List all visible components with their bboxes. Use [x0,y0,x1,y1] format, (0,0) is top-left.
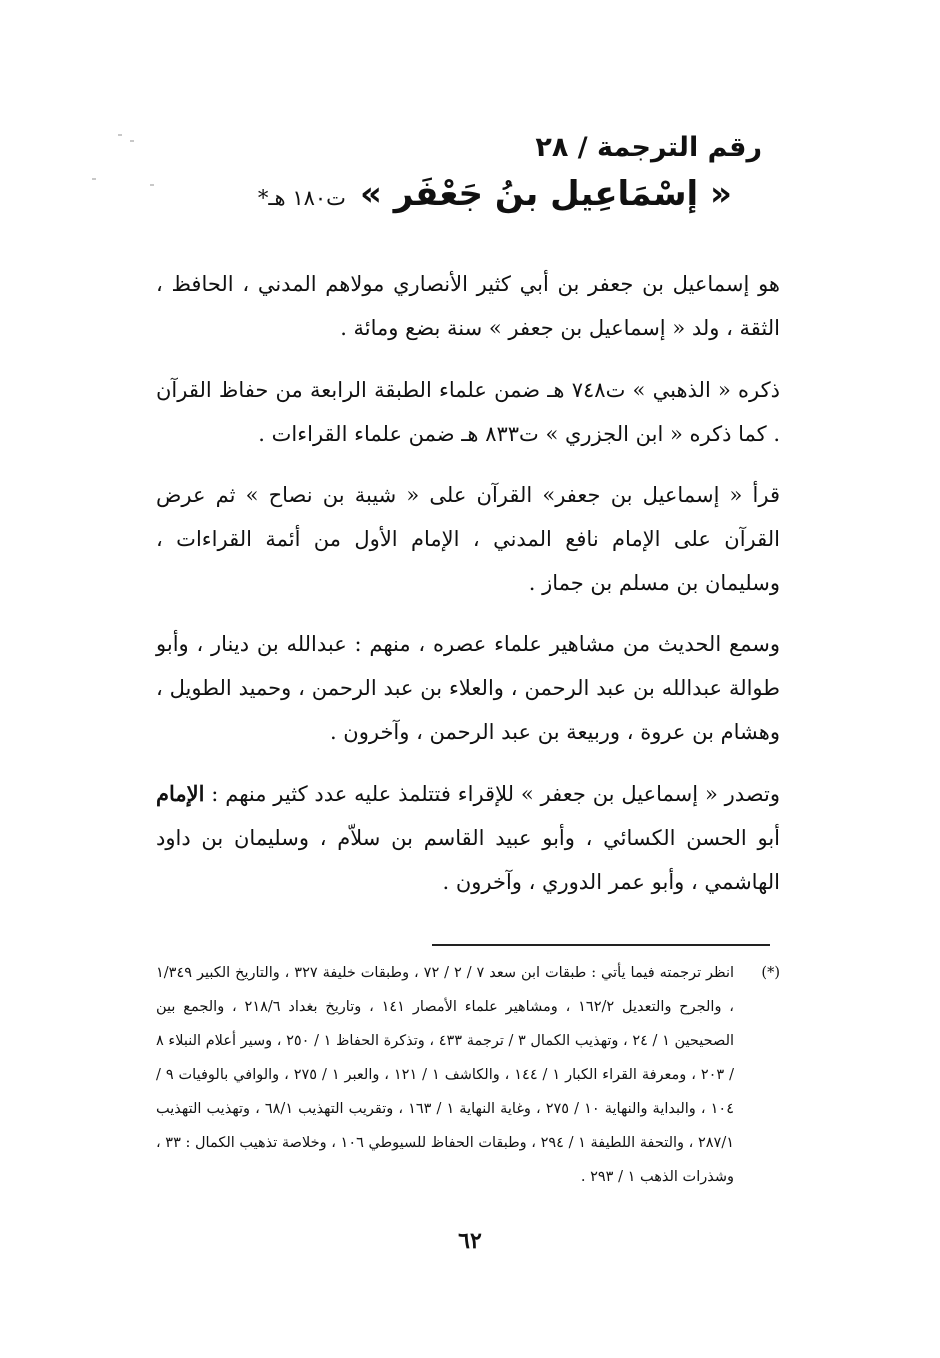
paragraph-recitation: قرأ « إسماعيل بن جعفر» القرآن على « شيبة بن نصاح » ثم عرض القرآن على الإمام نافع المدني ، الإمام الأول من أئمة القراءات ، وسليمان بن مسلم بن جماز . [156,483,780,595]
scan-speckle [150,184,154,186]
footnote-marker: (*) [761,965,780,981]
scan-speckle [118,134,122,136]
footnote-text: انظر ترجمته فيما يأتي : طبقات ابن سعد ٧ / ٢ / ٧٢ ، وطبقات خليفة ٣٢٧ ، والتاريخ الكبير ١/٣٤٩ ، والجرح والتعديل ١٦٢/٢ ، ومشاهير علماء الأمصار ١٤١ ، وتاريخ بغداد ٢١٨/٦ ، والجمع بين الصحيحين ١ / ٢٤ ، وتهذيب الكمال ٣ / ترجمة ٤٣٣ ، وتذكرة الحفاظ ١ / ٢٥٠ ، وسير أعلام النبلاء ٨ / ٢٠٣ ، ومعرفة القراء الكبار ١ / ١٤٤ ، والكاشف ١ / ١٢١ ، والعبر ١ / ٢٧٥ ، والوافي بالوفيات ٩ / ١٠٤ ، والبداية والنهاية ١٠ / ٢٧٥ ، وغاية النهاية ١ / ١٦٣ ، وتقريب التهذيب ٦٨/١ ، وتهذيب التهذيب ٢٨٧/١ ، والتحفة اللطيفة ١ / ٢٩٤ ، وطبقات الحفاظ للسيوطي ١٠٦ ، وخلاصة تذهيب الكمال : ٣٣ ، وشذرات الذهب ١ / ٢٩٣ . [156,965,735,1185]
paragraph-introduction: هو إسماعيل بن جعفر بن أبي كثير الأنصاري مولاهم المدني ، الحافظ ، الثقة ، ولد « إسماعيل بن جعفر » سنة بضع ومائة . [156,272,780,340]
footnote [156,956,780,1194]
subject-name: « إسْمَاعِيل بنُ جَعْفَر » [359,174,732,214]
scan-speckle [130,140,134,142]
students-text-start: وتصدر « إسماعيل بن جعفر » للإقراء فتتلمذ عليه عدد كثير منهم : [204,782,780,806]
death-year: ت١٨٠ هـ* [257,186,346,210]
biography-title [258,166,732,228]
paragraph-students [156,772,780,904]
footnote-divider [432,944,770,946]
scan-speckle [92,178,96,180]
students-highlight: الإمام [156,781,205,806]
students-text-end: أبو الحسن الكسائي ، وأبو عبيد القاسم بن سلاّم ، وسليمان بن داود الهاشمي ، وأبو عمر الدوري ، وآخرون . [156,826,780,894]
page-number: ٦٢ [458,1228,482,1254]
paragraph-hadith: وسمع الحديث من مشاهير علماء عصره ، منهم : عبدالله بن دينار ، وأبو طوالة عبدالله بن عبد الرحمن ، والعلاء بن عبد الرحمن ، وحميد الطويل ، وهشام بن عروة ، وربيعة بن عبد الرحمن ، وآخرون . [156,632,780,744]
paragraph-mentions: ذكره « الذهبي » ت٧٤٨ هـ ضمن علماء الطبقة الرابعة من حفاظ القرآن . كما ذكره « ابن الجزري » ت٨٣٣ هـ ضمن علماء القراءات . [156,378,780,446]
biography-number-heading: رقم الترجمة / ٢٨ [535,132,762,163]
